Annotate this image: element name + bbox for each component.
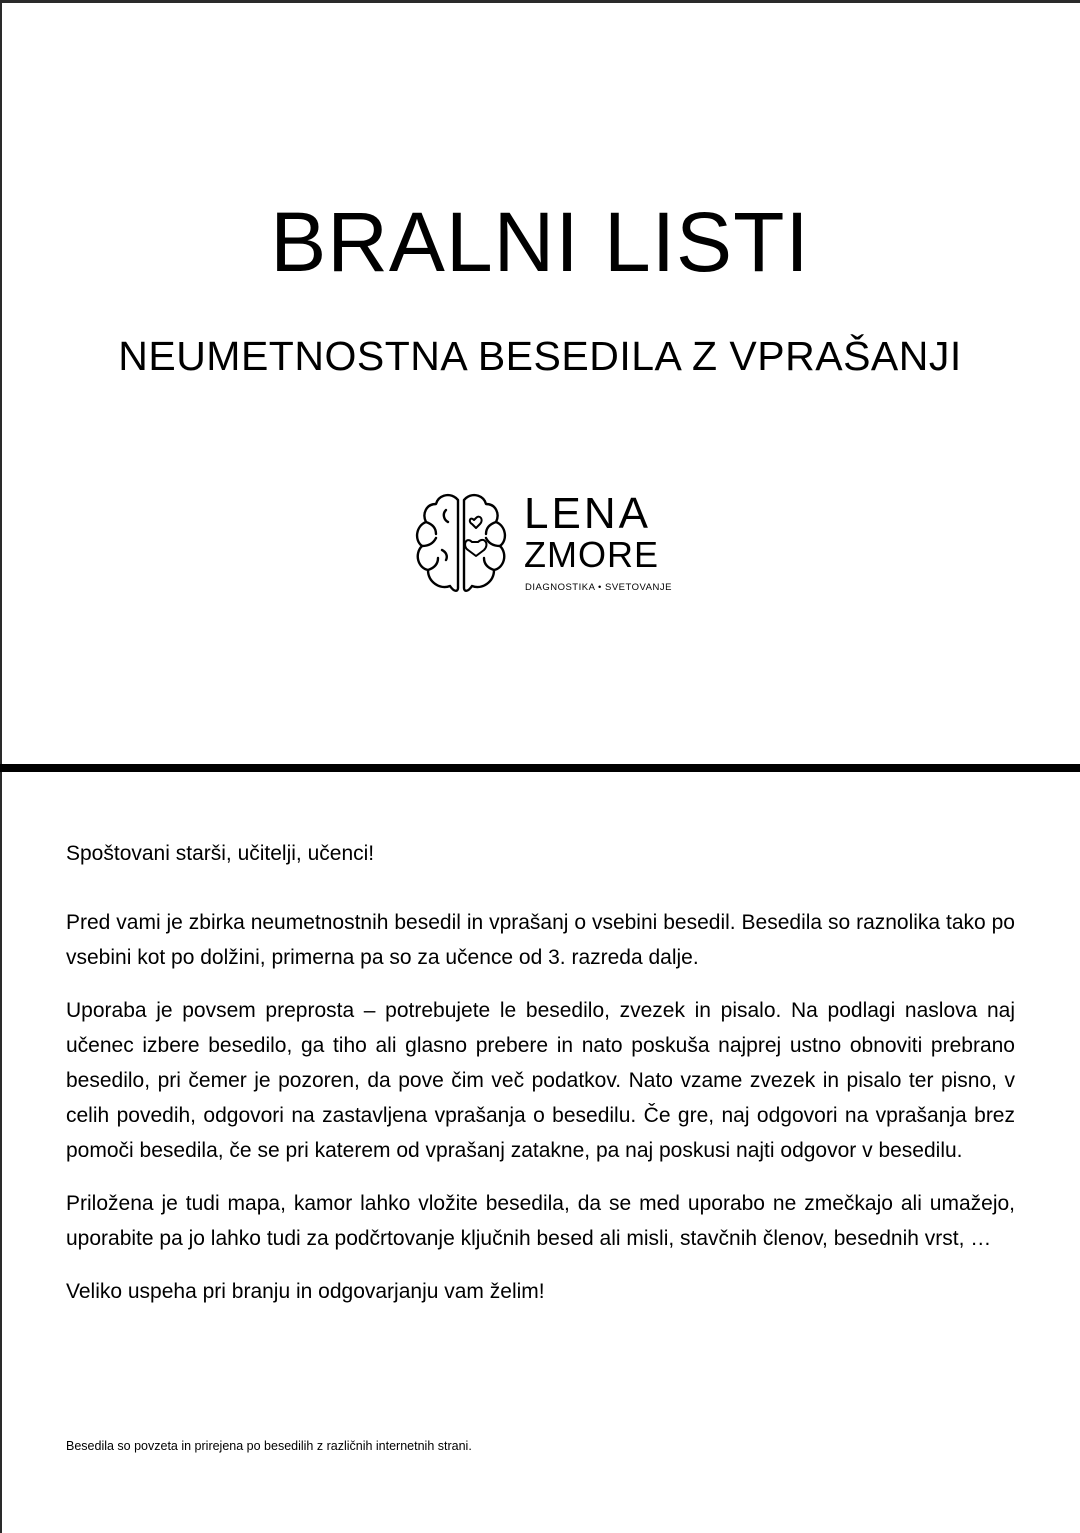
paragraph-usage: Uporaba je povsem preprosta – potrebujete le besedilo, zvezek in pisalo. Na podlagi naslova naj učenec izbere besedilo, ga tiho ali glasno prebere in nato poskuša najprej ustno obnoviti prebrano besedilo, pri čemer je pozoren, da pove čim več podatkov. Nato vzame zvezek in pisalo ter pisno, v celih povedih, odgovori na zastavljena vprašanja o besedilu. Če gre, naj odgovori na vprašanja brez pomoči besedila, če se pri katerem od vprašanj zatakne, pa naj poskusi najti odgovor v besedilu. (66, 999, 1015, 1162)
logo-text-zmore: ZMORE (524, 534, 659, 575)
source-footnote: Besedila so povzeta in prirejena po besedilih z različnih internetnih strani. (66, 1439, 472, 1453)
brain-with-hearts-icon (412, 490, 512, 596)
lena-zmore-logo (412, 490, 682, 600)
document-subtitle: NEUMETNOSTNA BESEDILA Z VPRAŠANJI (118, 333, 962, 379)
paragraph-closing: Veliko uspeha pri branju in odgovarjanju vam želim! (66, 1280, 545, 1303)
paragraph-intro: Pred vami je zbirka neumetnostnih besedil in vprašanj o vsebini besedil. Besedila so raznolika tako po vsebini kot po dolžini, primerna pa so za učence od 3. razreda dalje. (66, 911, 1015, 969)
intro-letter (66, 836, 1015, 1327)
logo-tagline: DIAGNOSTIKA • SVETOVANJE (525, 582, 672, 593)
greeting: Spoštovani starši, učitelji, učenci! (66, 842, 375, 865)
paragraph-folder: Priložena je tudi mapa, kamor lahko vložite besedila, da se med uporabo ne zmečkajo ali umažejo, uporabite pa jo lahko tudi za podčrtovanje ključnih besed ali misli, stavčnih členov, besednih vrst, … (66, 1192, 1015, 1250)
document-title: BRALNI LISTI (270, 195, 810, 289)
logo-text-lena: LENA (524, 489, 651, 538)
page-top-border (0, 0, 1080, 3)
section-divider (0, 764, 1080, 772)
